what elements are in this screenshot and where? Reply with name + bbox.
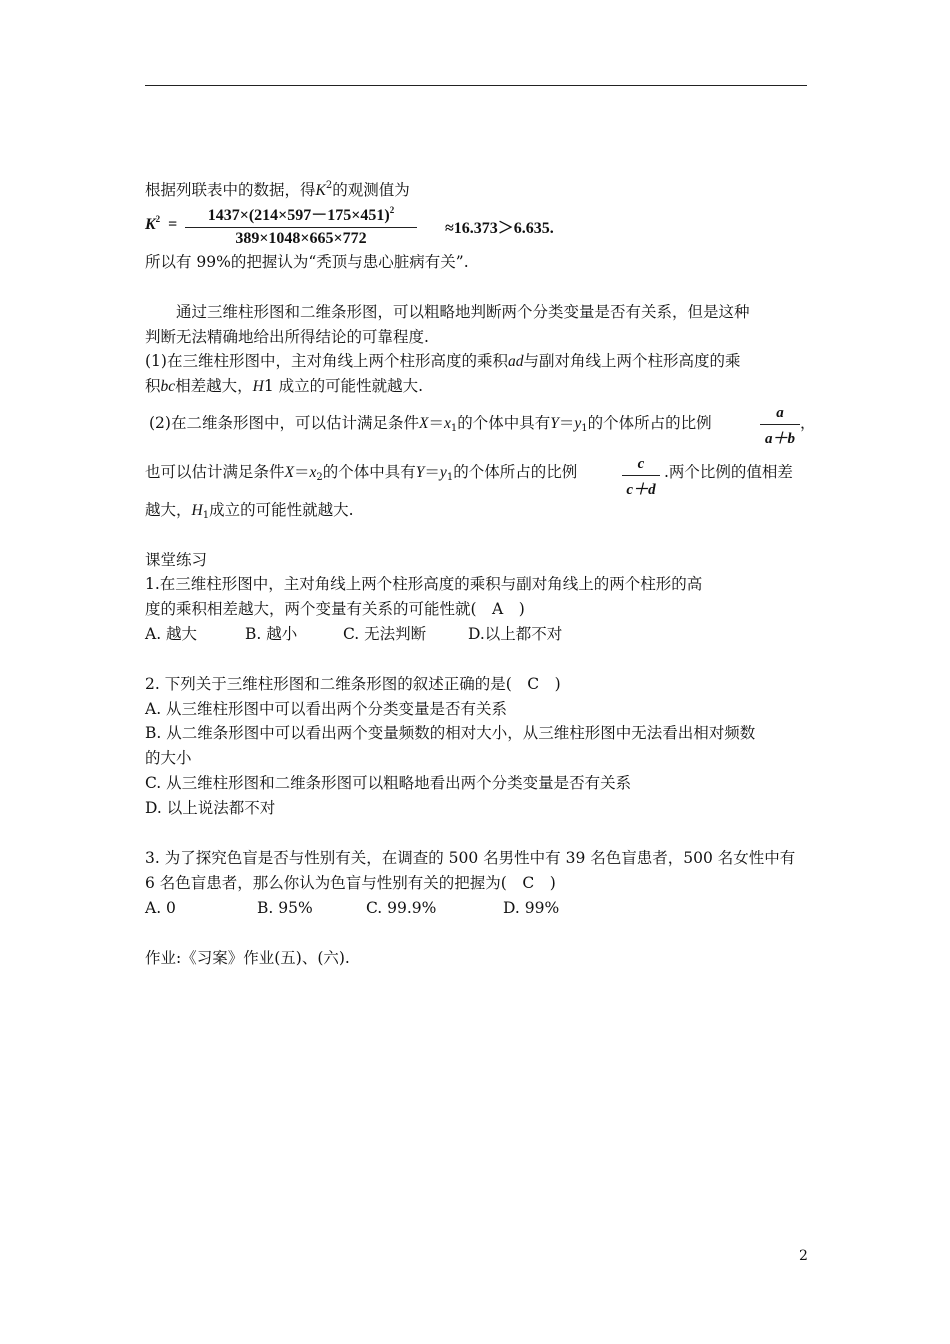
item1-text-c: 积	[145, 377, 161, 395]
item4-text-b: 成立的可能性就越大.	[209, 501, 354, 519]
q1-option-a: A. 越大	[145, 625, 198, 643]
item3-y1-sub: 1	[446, 472, 454, 483]
item4-h: H	[191, 502, 203, 519]
item1-text-b: 与副对角线上两个柱形高度的乘	[523, 352, 741, 370]
fraction-c-over-c-plus-d	[622, 456, 660, 499]
section-title: 课堂练习	[145, 551, 208, 569]
formula-fraction	[185, 202, 417, 248]
q3-line2: 6 名色盲患者，那么你认为色盲与性别有关的把握为( C )	[145, 874, 556, 892]
item3-x: X	[284, 464, 294, 481]
q3-option-d: D. 99%	[503, 899, 560, 917]
item2-text-c: 的个体所占的比例	[587, 414, 712, 432]
q1-line2: 度的乘积相差越大，两个变量有关系的可能性就( A )	[145, 600, 525, 618]
item1-bc: bc	[160, 378, 176, 395]
item3-y: Y	[415, 464, 425, 481]
q2-option-d: D. 以上说法都不对	[145, 799, 276, 817]
formula-k: K	[145, 216, 156, 233]
item2-x1-sub: 1	[450, 423, 458, 434]
item3-text-b: 的个体中具有	[322, 463, 416, 481]
frac2-numerator: c	[622, 456, 660, 476]
item1-text-d: 相差越大，	[175, 377, 253, 395]
item2-y1: y	[574, 415, 582, 432]
item3-line	[145, 462, 577, 488]
item3-text-c: 的个体所占的比例	[453, 463, 578, 481]
item3-eq2: ＝	[424, 463, 440, 481]
formula-eq: =	[168, 216, 178, 233]
formula-denominator: 389×1048×665×772	[235, 230, 367, 247]
item2-x: X	[418, 415, 429, 432]
q3-option-a: A. 0	[145, 899, 176, 917]
item2-comma: ，	[800, 414, 816, 432]
q1-option-c: C. 无法判断	[343, 625, 427, 643]
para1-line2: 判断无法精确地给出所得结论的可靠程度.	[145, 328, 429, 346]
formula-result: ≈16.373＞6.635.	[445, 220, 554, 237]
q3-line1: 3. 为了探究色盲是否与性别有关，在调查的 500 名男性中有 39 名色盲患者，500 名女性中有	[145, 849, 796, 867]
frac1-numerator: a	[760, 405, 800, 425]
q1-line1: 1.在三维柱形图中，主对角线上两个柱形高度的乘积与副对角线上的两个柱形的高	[145, 575, 703, 593]
item3-x2-sub: 2	[316, 472, 323, 483]
item2-text-b: 的个体中具有	[457, 414, 551, 432]
intro-k: K	[315, 182, 326, 199]
item2-x1: x	[443, 415, 451, 432]
frac2-denominator: c＋d	[626, 482, 656, 498]
fraction-a-over-a-plus-b	[760, 405, 800, 448]
header-rule	[145, 85, 807, 86]
intro-text: 根据列联表中的数据，得	[145, 181, 316, 199]
intro-line	[145, 176, 410, 201]
item2-text-a: (2)在二维条形图中，可以估计满足条件	[149, 414, 419, 432]
q2-option-c: C. 从三维柱形图和二维条形图可以粗略地看出两个分类变量是否有关系	[145, 774, 632, 792]
formula-numerator-sup: 2	[389, 205, 395, 215]
formula-k-sup: 2	[155, 214, 161, 224]
intro-tail: 的观测值为	[332, 181, 410, 199]
item3-eq1: ＝	[293, 463, 310, 481]
item4-h-sub: 1	[202, 510, 210, 521]
item4-line	[145, 500, 354, 526]
item4-text-a: 越大，	[145, 501, 192, 519]
q1-option-b: B. 越小	[245, 625, 298, 643]
item1-line1	[145, 351, 740, 372]
item1-line2	[145, 376, 423, 397]
q3-option-c: C. 99.9%	[366, 899, 437, 917]
q1-option-d: D.以上都不对	[468, 625, 563, 643]
homework: 作业:《习案》作业(五)、(六).	[145, 949, 350, 967]
item3-text-a: 也可以估计满足条件	[145, 463, 285, 481]
frac1-denominator: a＋b	[764, 431, 795, 447]
item3-x2: x	[309, 464, 317, 481]
item3-y1: y	[439, 464, 447, 481]
item1-text-e: 1 成立的可能性就越大.	[263, 377, 424, 395]
intro-k-sup: 2	[325, 180, 333, 191]
q2-stem: 2. 下列关于三维柱形图和二维条形图的叙述正确的是( C )	[145, 675, 561, 693]
q2-option-b-line2: 的大小	[145, 749, 192, 767]
q2-option-b-line1: B. 从二维条形图中可以看出两个变量频数的相对大小，从三维柱形图中无法看出相对频数	[145, 724, 756, 742]
formula-numerator: 1437×(214×597－175×451)	[207, 207, 390, 224]
item2-line	[149, 413, 712, 439]
page-number: 2	[799, 1248, 808, 1264]
item1-h: H	[252, 378, 264, 395]
conclusion: 所以有 99%的把握认为“秃顶与患心脏病有关”.	[145, 253, 469, 271]
item2-y1-sub: 1	[581, 423, 588, 434]
q2-option-a: A. 从三维柱形图中可以看出两个分类变量是否有关系	[145, 700, 508, 718]
item1-ad: ad	[507, 353, 524, 370]
item1-text-a: (1)在三维柱形图中，主对角线上两个柱形高度的乘积	[145, 352, 508, 370]
formula-lhs	[145, 214, 177, 234]
q3-option-b: B. 95%	[257, 899, 313, 917]
item2-eq1: ＝	[428, 414, 444, 432]
item2-y: Y	[550, 415, 559, 432]
item3-tail: .两个比例的值相差	[664, 463, 793, 481]
para1-line1: 通过三维柱形图和二维条形图，可以粗略地判断两个分类变量是否有关系，但是这种	[176, 303, 750, 321]
item2-eq2: ＝	[558, 414, 575, 432]
